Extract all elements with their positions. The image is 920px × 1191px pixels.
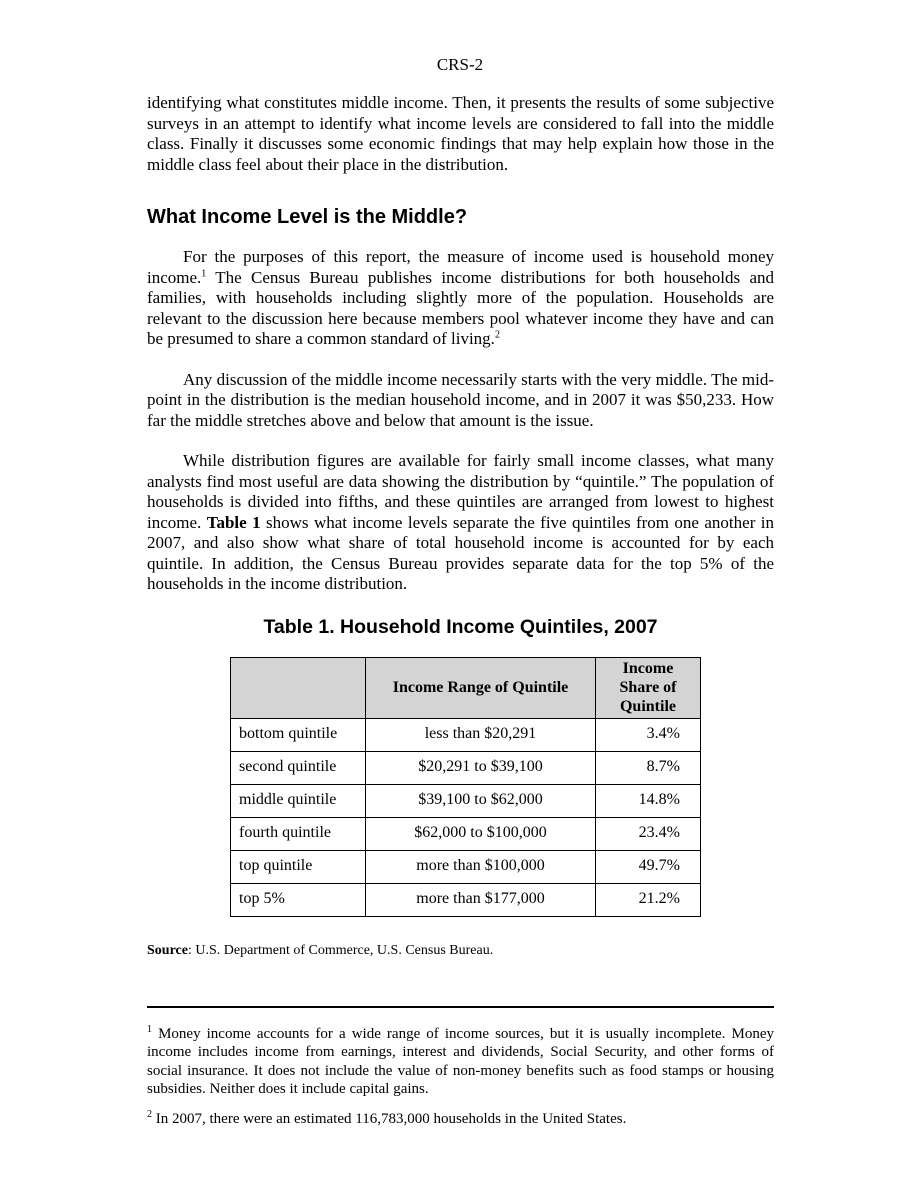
header-label-cell: [231, 657, 366, 718]
paragraph-1: [147, 247, 774, 350]
footnote-1: [147, 1025, 774, 1099]
section-heading: What Income Level is the Middle?: [147, 206, 468, 228]
paragraph-3-text-a: While distribution figures are available for fairly small income classes, what many analysts find most useful are data showing the distribution by “quintile.” The population of households is divided into fifths, and these quintiles are arranged from lowest to highest income.: [147, 451, 774, 532]
header-income-share: Income Share of Quintile: [596, 657, 701, 718]
footnote-mark-1: 1: [147, 1023, 152, 1035]
row-range: more than $177,000: [366, 883, 596, 916]
footnotes: [147, 1025, 774, 1129]
row-label: top 5%: [231, 883, 366, 916]
row-range: more than $100,000: [366, 850, 596, 883]
paragraph-3: [147, 451, 774, 595]
row-label: bottom quintile: [231, 718, 366, 751]
table-row: [231, 850, 701, 883]
intro-paragraph: identifying what constitutes middle income. Then, it presents the results of some subjective surveys in an attempt to identify what income levels are considered to fall into the middle class. Finally it discusses some economic findings that may help explain how those in the middle class feel about their place in the distribution.: [147, 93, 774, 174]
row-share: 49.7%: [596, 850, 701, 883]
row-range: less than $20,291: [366, 718, 596, 751]
source-text: : U.S. Department of Commerce, U.S. Census Bureau.: [187, 942, 494, 958]
row-share: 21.2%: [596, 883, 701, 916]
table-row: [231, 718, 701, 751]
source-label: Source: [147, 942, 188, 958]
income-quintile-table: [230, 657, 701, 917]
row-label: fourth quintile: [231, 817, 366, 850]
footnote-divider: [147, 1006, 774, 1008]
paragraph-1-text-a: For the purposes of this report, the measure of income used is household money income.: [147, 247, 774, 287]
table-row: [231, 784, 701, 817]
header-income-range: Income Range of Quintile: [366, 657, 596, 718]
row-share: 23.4%: [596, 817, 701, 850]
footnote-2: [147, 1110, 774, 1129]
footnote-ref-2[interactable]: 2: [494, 329, 500, 341]
footnote-1-text: Money income accounts for a wide range of income sources, but it is usually incomplete. Money income includes income from earnings, interest and dividends, Social Security, and other forms of social insurance. It does not include the value of non-money benefits such as food stamps or housing subsidies. Neither does it include capital gains.: [147, 1025, 774, 1097]
row-share: 3.4%: [596, 718, 701, 751]
page-number: CRS-2: [436, 55, 484, 74]
row-range: $62,000 to $100,000: [366, 817, 596, 850]
table-header-row: [231, 657, 701, 718]
row-label: middle quintile: [231, 784, 366, 817]
table-row: [231, 883, 701, 916]
row-label: second quintile: [231, 751, 366, 784]
document-body: [147, 93, 774, 1139]
table-title: Table 1. Household Income Quintiles, 2007: [263, 615, 658, 638]
row-range: $20,291 to $39,100: [366, 751, 596, 784]
table-source: [147, 942, 774, 960]
table-row: [231, 817, 701, 850]
row-share: 14.8%: [596, 784, 701, 817]
paragraph-3-text-b: shows what income levels separate the five quintiles from one another in 2007, and also show what share of total household income is accounted for by each quintile. In addition, the Census Bureau provides separate data for the top 5% of the households in the income distribution.: [147, 512, 774, 593]
table-reference: Table 1: [206, 512, 261, 532]
footnote-ref-1[interactable]: 1: [201, 267, 207, 279]
row-range: $39,100 to $62,000: [366, 784, 596, 817]
row-label: top quintile: [231, 850, 366, 883]
paragraph-1-text-b: The Census Bureau publishes income distributions for both households and families, with households including slightly more of the population. Households are relevant to the discussion here because members pool whatever income they have and can be presumed to share a common standard of living.: [147, 267, 774, 348]
footnote-mark-2: 2: [147, 1108, 152, 1120]
table-row: [231, 751, 701, 784]
row-share: 8.7%: [596, 751, 701, 784]
paragraph-2: Any discussion of the middle income necessarily starts with the very middle. The mid-point in the distribution is the median household income, and in 2007 it was $50,233. How far the middle stretches above and below that amount is the issue.: [147, 369, 774, 430]
footnote-2-text: In 2007, there were an estimated 116,783,000 households in the United States.: [152, 1110, 627, 1127]
